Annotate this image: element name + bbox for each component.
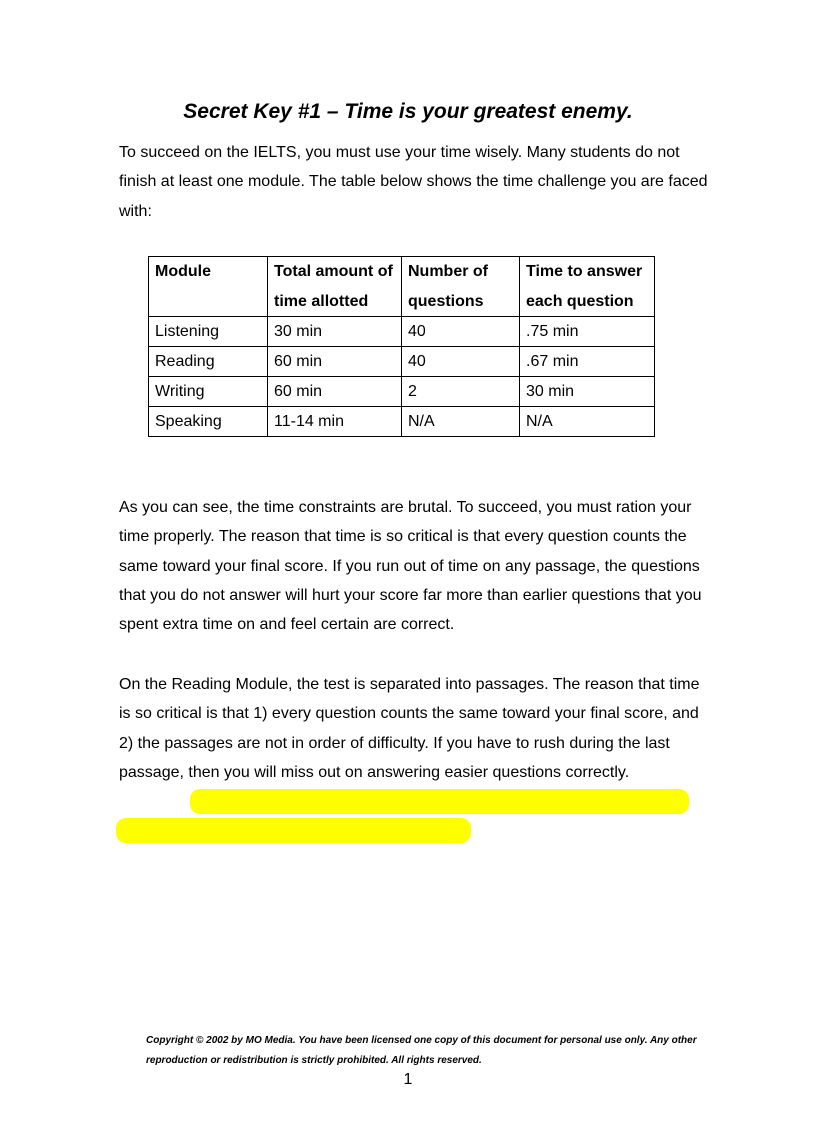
table-cell: Reading [149,347,268,377]
highlight-mark [116,818,471,843]
table-cell: .67 min [520,347,655,377]
table-row [149,407,655,437]
table-cell: .75 min [520,317,655,347]
table-cell: Listening [149,317,268,347]
column-header-total-time: Total amount of time allotted [268,257,402,317]
table-cell: 2 [402,377,520,407]
time-challenge-table [148,256,655,437]
table-cell: 40 [402,317,520,347]
table-cell: N/A [402,407,520,437]
column-header-number-of-questions: Number of questions [402,257,520,317]
copyright-footer: Copyright © 2002 by MO Media. You have been licensed one copy of this document for personal use only. Any other reproduction or redistribution is strictly prohibited. All rights reserved. [146,1035,697,1066]
column-header-time-per-question: Time to answer each question [520,257,655,317]
page-title: Secret Key #1 – Time is your greatest enemy. [183,100,633,123]
highlight-mark [190,789,689,814]
page-number: 1 [403,1071,413,1088]
table-cell: 11-14 min [268,407,402,437]
table-row [149,317,655,347]
table-cell: 60 min [268,377,402,407]
table-cell: 30 min [268,317,402,347]
table-cell: 60 min [268,347,402,377]
table-header-row [149,257,655,317]
table-cell: 30 min [520,377,655,407]
table-row [149,377,655,407]
column-header-module: Module [149,257,268,317]
constraints-paragraph: As you can see, the time constraints are brutal. To succeed, you must ration your time properly. The reason that time is so critical is that every question counts the same toward your final score. If you run out of time on any passage, the questions that you do not answer will hurt your score far more than earlier questions that you spent extra time on and feel certain are correct. [119,499,702,634]
table-cell: Speaking [149,407,268,437]
intro-paragraph: To succeed on the IELTS, you must use your time wisely. Many students do not finish at least one module. The table below shows the time challenge you are faced with: [119,144,708,220]
table-row [149,347,655,377]
reading-module-paragraph: On the Reading Module, the test is separated into passages. The reason that time is so critical is that 1) every question counts the same toward your final score, and 2) the passages are not in order of difficulty. If you have to rush during the last passage, then you will miss out on answering easier questions correctly. [119,676,700,781]
table-cell: N/A [520,407,655,437]
table-cell: Writing [149,377,268,407]
table-cell: 40 [402,347,520,377]
